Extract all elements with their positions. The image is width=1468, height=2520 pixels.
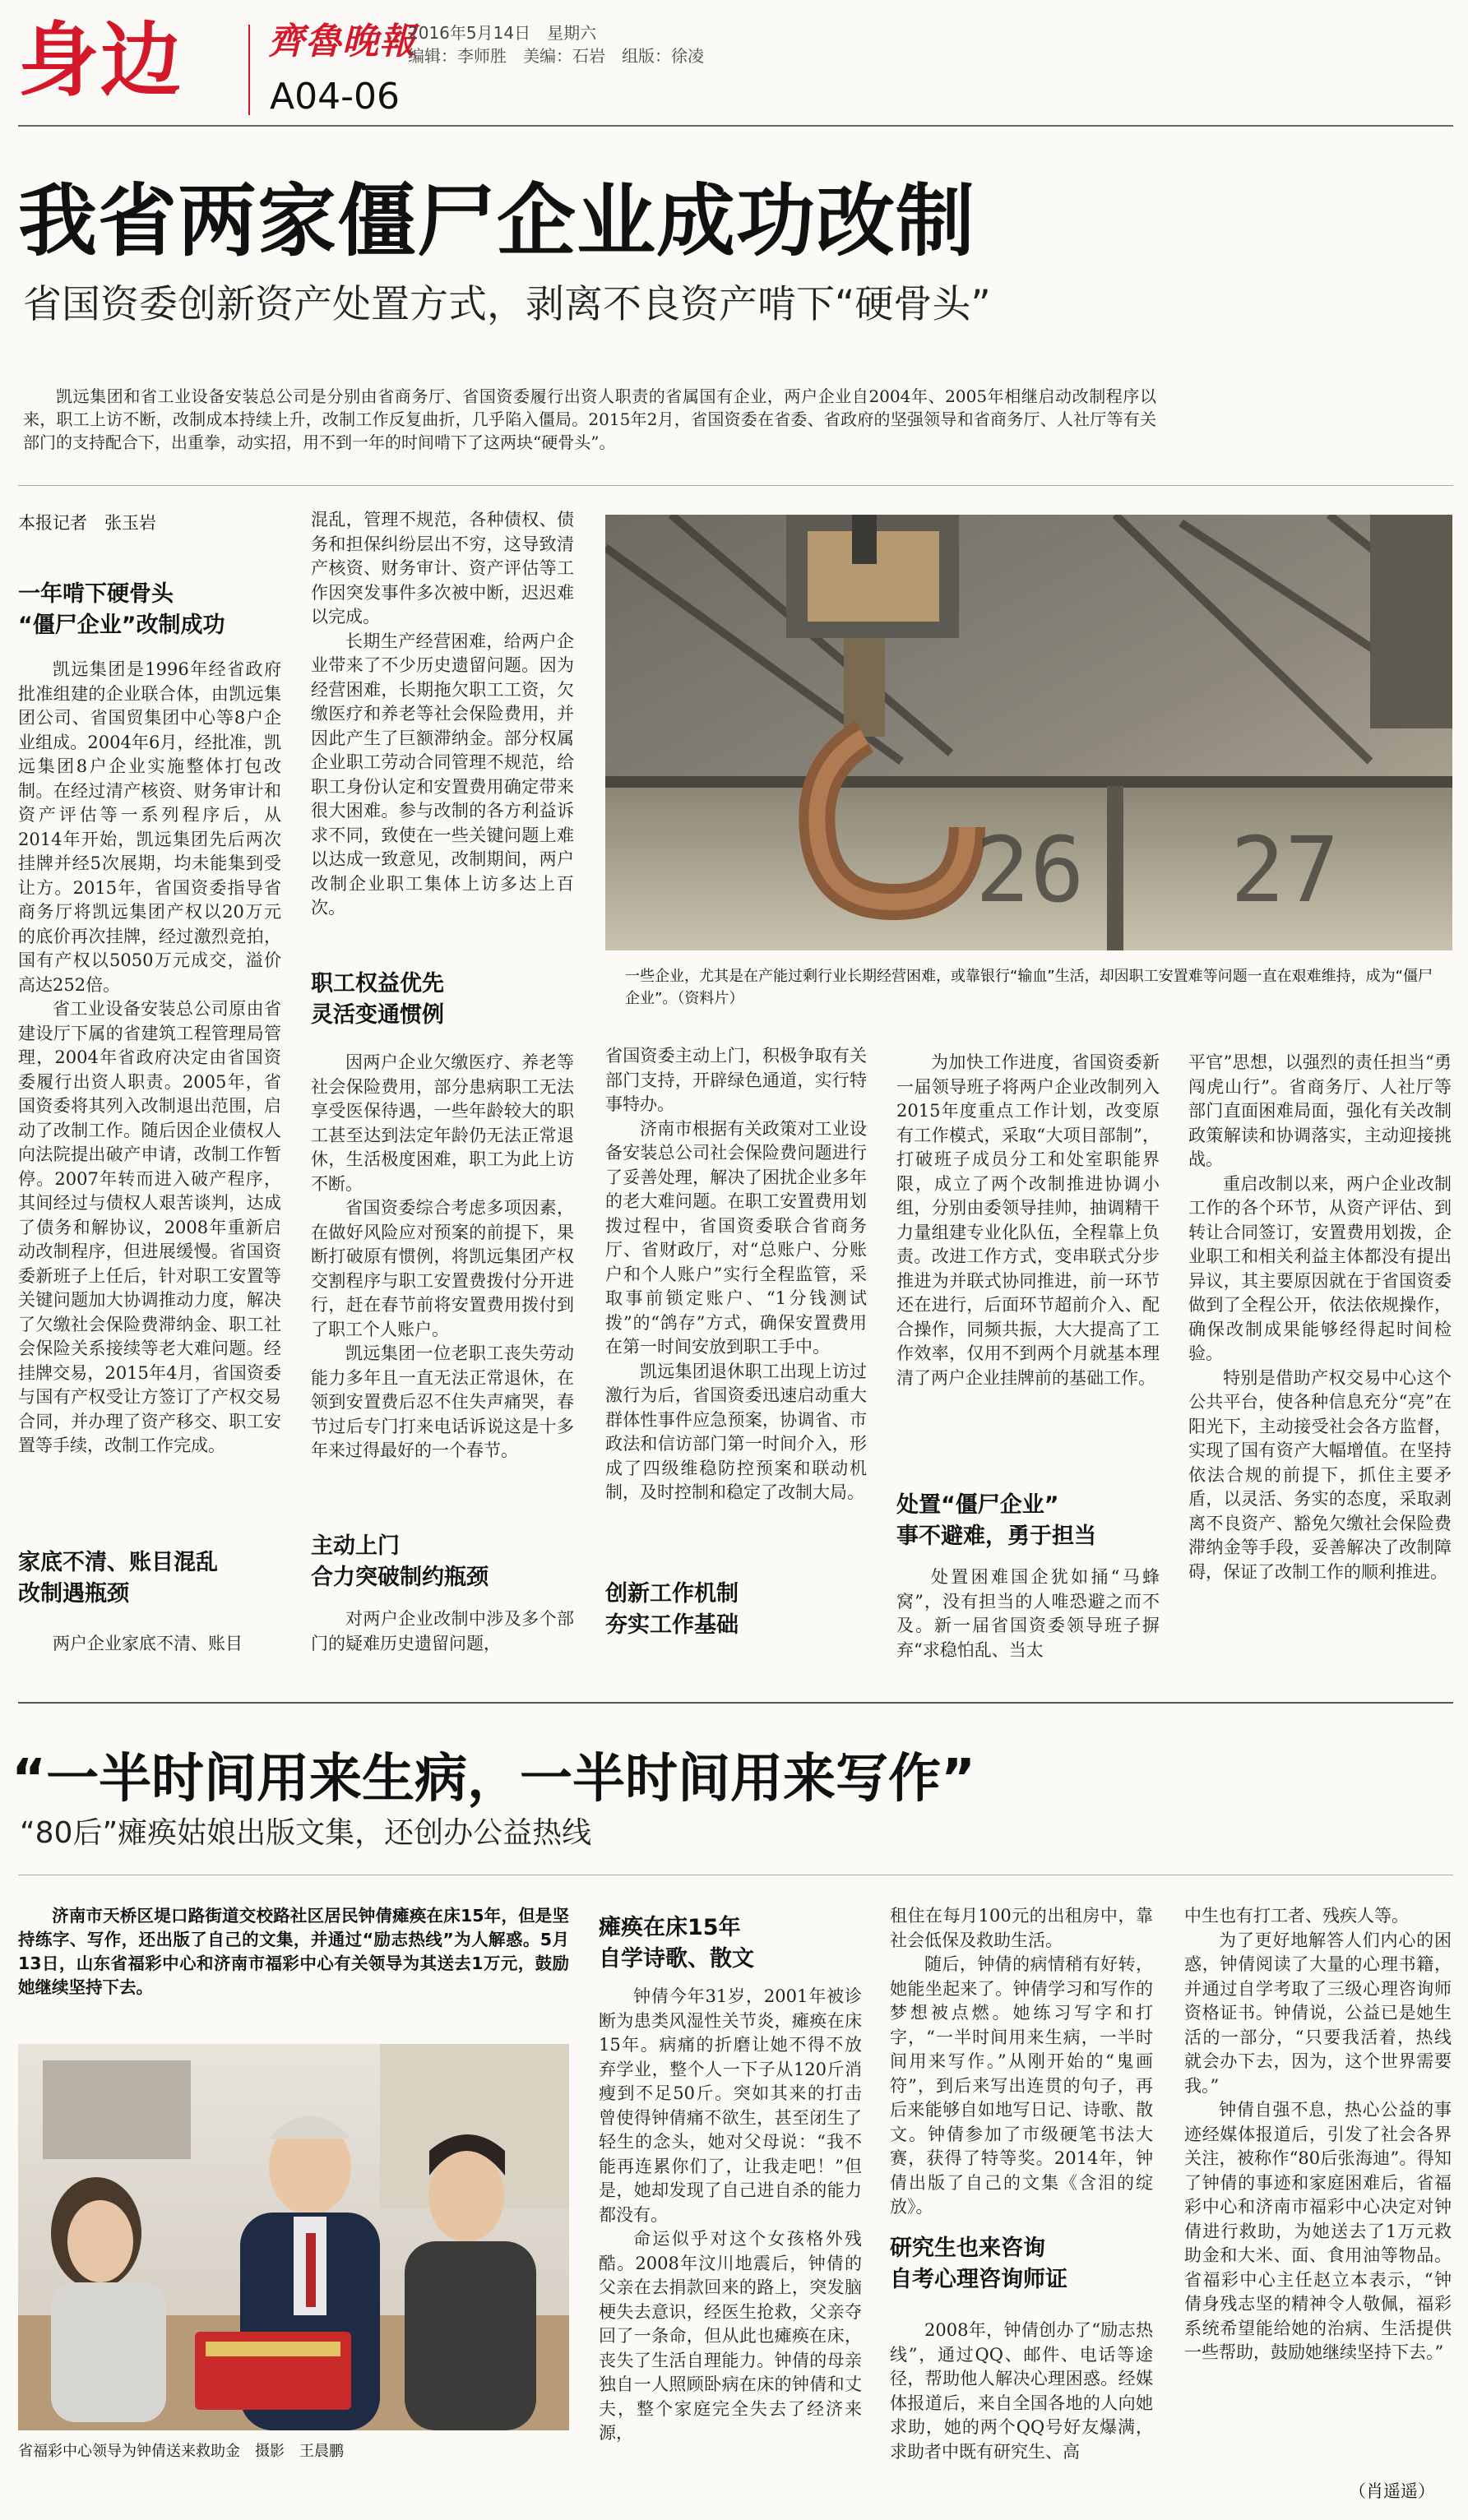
subhead-4: 主动上门 合力突破制约瓶颈: [311, 1533, 489, 1590]
subhead-3: 职工权益优先 灵活变通惯例: [311, 971, 444, 1028]
paragraph: 钟倩自强不息，热心公益的事迹经媒体报道后，引发了社会各界关注，被称作“80后张海迪”。得知了钟倩的事迹和家庭困难后，省福彩中心和济南市福彩中心决定对钟倩进行救助，为她送去了1万元救助金和大米、面、食用油等物品。省福彩中心主任赵立本表示，“钟倩身残志坚的精神令人敬佩，福彩系统希望能给她的治病、生活提供一些帮助，鼓励她继续坚持下去。”: [1184, 2100, 1452, 2362]
paragraph: 因两户企业欠缴医疗、养老等社会保险费用，部分患病职工无法享受医保待遇，一些年龄较大的职工甚至达到法定年龄仍无法正常退休，生活极度困难，职工为此上访不断。: [311, 1052, 574, 1194]
paragraph: 济南市根据有关政策对工业设备安装总公司社会保险费问题进行了妥善处理，解决了困扰企业多年的老大难问题。在职工安置费用划拨过程中，省国资委联合省商务厅、省财政厅，对“总账户、分账户和个人账户”实行全程监管，采取事前锁定账户、“1分钱测试拨”的“鸽存”方式，确保安置费用在第一时间安放到职工手中。: [605, 1118, 867, 1357]
column-3-tail: [890, 2319, 1153, 2464]
header-divider: [248, 25, 250, 115]
paragraph: 特别是借助产权交易中心这个公共平台，使各种信息充分“亮”在阳光下，主动接受社会各方监督，实现了国有资产大幅增值。在坚持依法合规的前提下，抓住主要矛盾，以灵活、务实的态度，采取剥离不良资产、豁免欠缴社会保险费滞纳金等手段，妥善解决了改制障碍，保证了改制工作的顺利推进。: [1188, 1367, 1452, 1582]
paragraph: 两户企业家底不清、账目: [53, 1634, 243, 1653]
column-4: [1184, 1904, 1452, 2365]
column-4: [896, 1051, 1160, 1390]
crane-hook-photo: [605, 515, 1452, 950]
issue-date: 2016年5月14日 星期六: [408, 23, 597, 43]
article2-subheadline: “80后”瘫痪姑娘出版文集，还创办公益热线: [20, 1816, 592, 1850]
paragraph: 凯远集团是1996年经省政府批准组建的企业联合体，由凯远集团公司、省国贸集团中心等8户企业组成。2004年6月，经批准，凯远集团8户企业实施整体打包改制。在经过清产核资、财务审计和资产评估等一系列程序后，从2014年开始，凯远集团先后两次挂牌并经5次展期，均未能集到受让方。2015年，省国资委指导省商务厅将凯远集团产权以20万元的底价再次挂牌，经过激烈竞拍，国有产权以5050万元成交，溢价高达252倍。: [18, 659, 281, 995]
column-3: [605, 1044, 867, 1505]
paragraph: 混乱，管理不规范，各种债权、债务和担保纠纷层出不穷，这导致清产核资、财务审计、资产评估等工作因突发事件多次被中断，迟迟难以完成。: [311, 510, 574, 627]
paragraph: 为加快工作进度，省国资委新一届领导班子将两户企业改制列入2015年度重点工作计划，改变原有工作模式，采取“大项目部制”，打破班子成员分工和处室职能界限，成立了两个改制推进协调小组，分别由委领导挂帅，抽调精干力量组建专业化队伍，全程靠上负责。改进工作方式，变串联式分步推进为并联式协同推进，前一环节还在进行，后面环节超前介入、配合操作，同频共振，大大提高了工作效率，仅用不到两个月就基本理清了两户企业挂牌前的基础工作。: [896, 1052, 1160, 1388]
header-rule: [18, 125, 1453, 127]
column-2-top: [311, 508, 574, 921]
byline: 本报记者 张玉岩: [18, 513, 156, 533]
paragraph: 凯远集团一位老职工丧失劳动能力多年且一直无法正常退休，在领到安置费后忍不住失声痛哭，春节过后专门打来电话诉说这是十多年来过得最好的一个春节。: [311, 1343, 574, 1460]
column-4-tail: [896, 1565, 1160, 1662]
subhead-1: 一年啃下硬骨头 “僵尸企业”改制成功: [18, 581, 225, 638]
column-3: [890, 1904, 1153, 2220]
lead-paragraph: 凯远集团和省工业设备安装总公司是分别由省商务厅、省国资委履行出资人职责的省属国有企业，两户企业自2004年、2005年相继启动改制程序以来，职工上访不断，改制成本持续上升，改制工作反复曲折，几乎陷入僵局。2015年2月，省国资委在省委、省政府的坚强领导和省商务厅、人社厅等有关部门的支持配合下，出重拳，动实招，用不到一年的时间啃下了这两块“硬骨头”。: [23, 386, 1156, 452]
subhead-6: 处置“僵尸企业” 事不避难，勇于担当: [896, 1492, 1096, 1549]
paragraph: 处置困难国企犹如捅“马蜂窝”，没有担当的人唯恐避之而不及。新一届省国资委领导班子摒弃“求稳怕乱、当太: [896, 1567, 1160, 1660]
page-number: A04-06: [270, 76, 400, 118]
editor-credits: 编辑：李师胜 美编：石岩 组版：徐凌: [408, 46, 704, 66]
paragraph: 省国资委综合考虑多项因素，在做好风险应对预案的前提下，果断打破原有惯例，将凯远集团产权交割程序与职工安置费拨付分开进行，赶在春节前将安置费用拨付到了职工个人账户。: [311, 1198, 574, 1339]
section-title: 身边: [18, 14, 183, 108]
paragraph: 平官”思想，以强烈的责任担当“勇闯虎山行”。省商务厅、人社厅等部门直面困难局面，强化有关改制政策解读和协调落实，主动迎接挑战。: [1188, 1052, 1452, 1169]
paragraph: 对两户企业改制中涉及多个部门的疑难历史遗留问题，: [311, 1609, 574, 1653]
paragraph: 中生也有打工者、残疾人等。: [1184, 1906, 1409, 1926]
article1-subheadline: 省国资委创新资产处置方式，剥离不良资产啃下“硬骨头”: [23, 282, 991, 327]
article-divider: [18, 1702, 1453, 1704]
subhead-1: 瘫痪在床15年 自学诗歌、散文: [599, 1915, 754, 1972]
paragraph: 钟倩今年31岁，2001年被诊断为患类风湿性关节炎，瘫痪在床15年。病痛的折磨让她不得不放弃学业，整个人一下子从120斤消瘦到不足50斤。突如其来的打击曾使得钟倩痛不欲生，甚至闭生了轻生的念头，她对父母说：“我不能再连累你们了，让我走吧！”但是，她却发现了自己进自杀的能力都没有。: [599, 1986, 862, 2225]
column-2-tail: [311, 1607, 574, 1656]
column-1: [18, 658, 281, 1459]
paragraph: 租住在每月100元的出租房中，靠社会低保及救助生活。: [890, 1906, 1153, 1950]
svg-text:27: 27: [1230, 817, 1340, 922]
svg-text:26: 26: [975, 817, 1085, 922]
subhead-2: 研究生也来咨询 自考心理咨询师证: [890, 2236, 1067, 2292]
column-1-tail: [18, 1632, 281, 1657]
donation-photo: [18, 2044, 569, 2430]
article2-signature: （肖遥遥）: [1349, 2481, 1435, 2501]
paragraph: 随后，钟倩的病情稍有好转，她能坐起来了。钟倩学习和写作的梦想被点燃。她练习写字和打字，“一半时间用来生病，一半时间用来写作。”从刚开始的“鬼画符”，到后来写出连贯的句子，再后来能够自如地写日记、诗歌、散文。钟倩参加了市级硬笔书法大赛，获得了特等奖。2014年，钟倩出版了自己的文集《含泪的绽放》。: [890, 1954, 1153, 2217]
newspaper-logo: 齊魯晚報: [268, 21, 416, 62]
paragraph: 为了更好地解答人们内心的困惑，钟倩阅读了大量的心理书籍，并通过自学考取了三级心理咨询师资格证书。钟倩说，公益已是她生活的一部分，“只要我活着，热线就会办下去，因为，这个世界需要我。”: [1184, 1930, 1452, 2096]
paragraph: 省工业设备安装总公司原由省建设厅下属的省建筑工程管理局管理，2004年省政府决定由省国资委履行出资人职责。2005年，省国资委将其列入改制退出范围，启动了改制工作。随后因企业债权人向法院提出破产申请，改制工作暂停。2007年转而进入破产程序，其间经过与债权人艰苦谈判，达成了债务和解协议，2008年重新启动改制程序，但进展缓慢。省国资委新班子上任后，针对职工安置等关键问题加大协调推动力度，解决了欠缴社会保险费滞纳金、职工社会保险关系接续等老大难问题。经挂牌交易，2015年4月，省国资委与国有产权受让方签订了产权交易合同，并办理了资产移交、职工安置等手续，改制工作完成。: [18, 999, 281, 1455]
article1-lead: [23, 385, 1156, 454]
article2-lead: 济南市天桥区堤口路街道交校路社区居民钟倩瘫痪在床15年，但是坚持练字、写作，还出版了自己的文集，并通过“励志热线”为人解惑。5月13日，山东省福彩中心和济南市福彩中心有关领导为其送去1万元，鼓励她继续坚持下去。: [18, 1906, 569, 1997]
column-2-mid: [311, 1051, 574, 1463]
subhead-2: 家底不清、账目混乱 改制遇瓶颈: [18, 1550, 218, 1607]
column-5: [1188, 1051, 1452, 1584]
subhead-5: 创新工作机制 夯实工作基础: [605, 1581, 739, 1638]
lead-rule: [18, 485, 1453, 486]
photo-caption: 一些企业，尤其是在产能过剩行业长期经营困难，或靠银行“输血”生活，却因职工安置难等问题一直在艰难维持，成为“僵尸企业”。（资料片）: [625, 968, 1433, 1007]
photo-caption: 省福彩中心领导为钟倩送来救助金 摄影 王晨鹏: [18, 2443, 344, 2460]
article1-headline: 我省两家僵尸企业成功改制: [18, 175, 975, 267]
article2-headline: “一半时间用来生病，一半时间用来写作”: [12, 1749, 976, 1810]
paragraph: 长期生产经营困难，给两户企业带来了不少历史遗留问题。因为经营困难，长期拖欠职工工资，欠缴医疗和养老等社会保险费用，并因此产生了巨额滞纳金。部分权属企业职工劳动合同管理不规范，给职工身份认定和安置费用确定带来很大困难。参与改制的各方利益诉求不同，致使在一些关键问题上难以达成一致意见，改制期间，两户改制企业职工集体上访多达上百次。: [311, 631, 574, 918]
paragraph: 重启改制以来，两户企业改制工作的各个环节，从资产评估、到转让合同签订，安置费用划拨，企业职工和相关利益主体都没有提出异议，其主要原因就在于省国资委做到了全程公开，依法依规操作，确保改制成果能够经得起时间检验。: [1188, 1173, 1452, 1363]
paragraph: 2008年，钟倩创办了“励志热线”，通过QQ、邮件、电话等途径，帮助他人解决心理困惑。经媒体报道后，来自全国各地的人向她求助，她的两个QQ号好友爆满，求助者中既有研究生、高: [890, 2320, 1153, 2462]
paragraph: 省国资委主动上门，积极争取有关部门支持，开辟绿色通道，实行特事特办。: [605, 1046, 867, 1114]
paragraph: 凯远集团退休职工出现上访过激行为后，省国资委迅速启动重大群体性事件应急预案，协调省、市政法和信访部门第一时间介入，形成了四级维稳防控预案和联动机制，及时控制和稳定了改制大局。: [605, 1361, 867, 1502]
paragraph: 命运似乎对这个女孩格外残酷。2008年汶川地震后，钟倩的父亲在去捐款回来的路上，突发脑梗失去意识，经医生抢救，父亲夺回了一条命，但从此也瘫痪在床，丧失了生活自理能力。钟倩的母亲独自一人照顾卧病在床的钟倩和丈夫，整个家庭完全失去了经济来源，: [599, 2229, 862, 2443]
column-2: [599, 1985, 862, 2446]
